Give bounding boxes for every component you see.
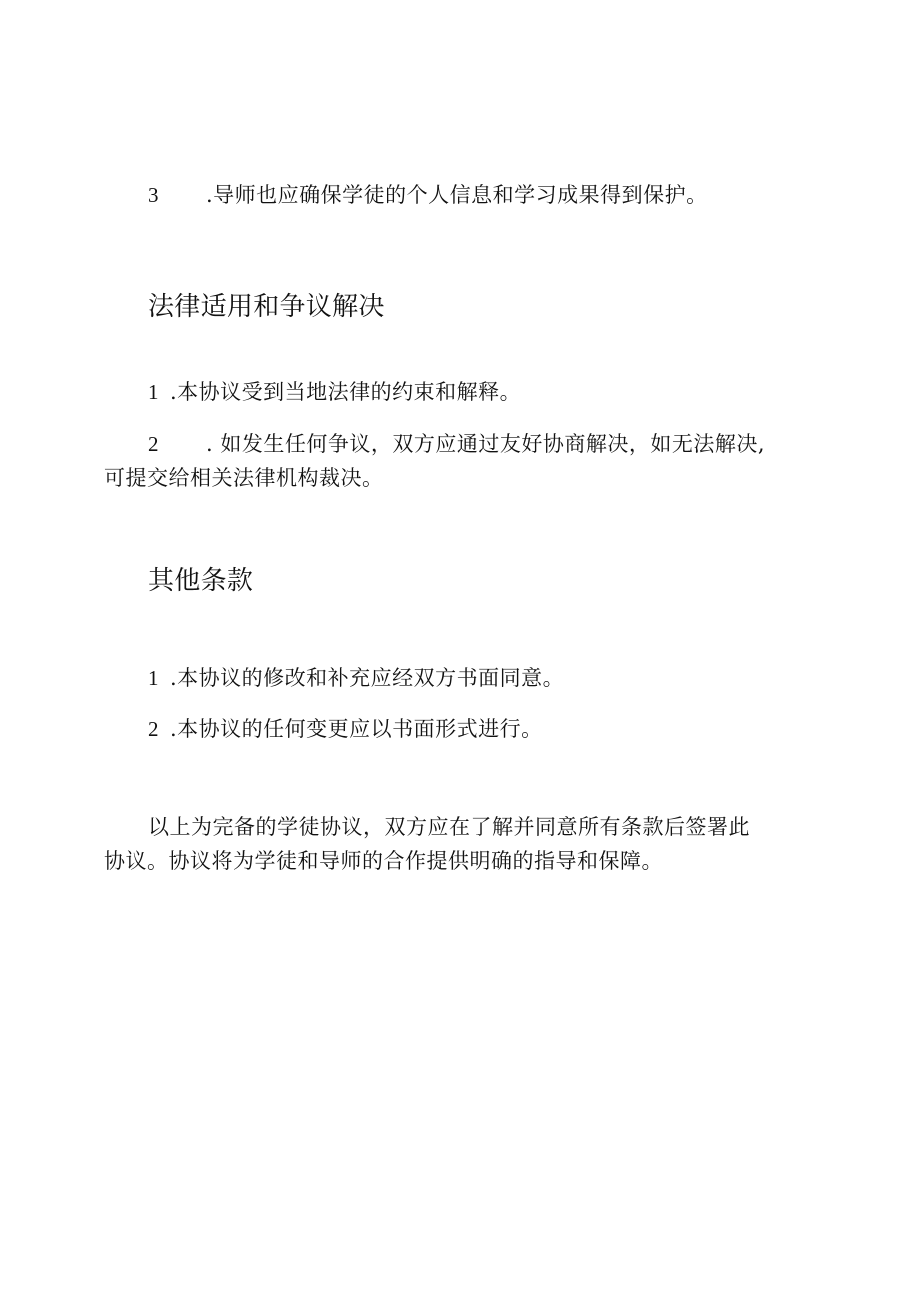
- section-heading-other: 其他条款: [148, 566, 254, 596]
- item-text: .本协议的修改和补充应经双方书面同意。: [170, 666, 565, 690]
- privacy-item-3: [148, 178, 708, 212]
- item-text: .导师也应确保学徒的个人信息和学习成果得到保护。: [206, 183, 708, 207]
- item-text: .本协议的任何变更应以书面形式进行。: [170, 717, 543, 741]
- item-text: .本协议受到当地法律的约束和解释。: [170, 380, 522, 404]
- section-heading-law: 法律适用和争议解决: [148, 292, 385, 322]
- item-number: 1: [148, 666, 159, 690]
- item-number: 2: [148, 717, 159, 741]
- item-text-line1: . 如发生任何争议，双方应通过友好协商解决，如无法解决,: [206, 432, 766, 456]
- other-item-2: [148, 712, 543, 746]
- item-text-line2: 可提交给相关法律机构裁决。: [104, 466, 384, 490]
- other-item-1: [148, 661, 564, 695]
- item-number: 3: [148, 183, 159, 207]
- closing-paragraph: [104, 810, 816, 878]
- closing-line1: 以上为完备的学徒协议，双方应在了解并同意所有条款后签署此: [148, 815, 750, 839]
- closing-line2: 协议。协议将为学徒和导师的合作提供明确的指导和保障。: [104, 849, 663, 873]
- item-number: 1: [148, 380, 159, 404]
- law-item-1: [148, 375, 521, 409]
- law-item-2: [104, 427, 816, 495]
- item-number: 2: [148, 432, 159, 456]
